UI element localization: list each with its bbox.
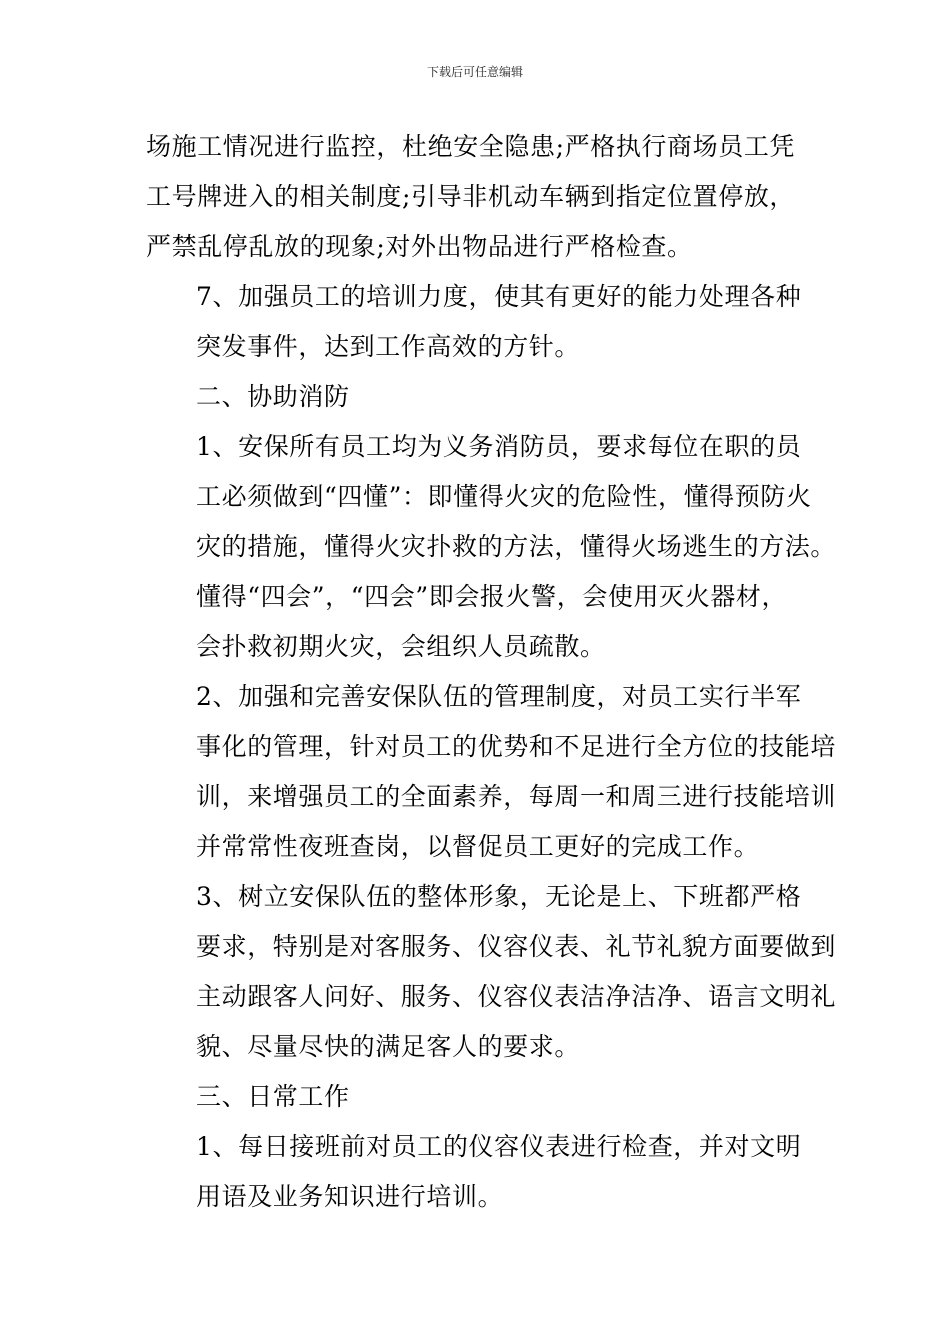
text-line: 工必须做到“四懂”：即懂得火灾的危险性，懂得预防火: [196, 482, 812, 511]
text-line: 貌、尽量尽快的满足客人的要求。: [196, 1032, 581, 1061]
text-line: 2、加强和完善安保队伍的管理制度，对员工实行半军: [196, 682, 802, 711]
paragraph: [146, 272, 806, 372]
text-line: 场施工情况进行监控，杜绝安全隐患;严格执行商场员工凭: [146, 132, 796, 161]
text-line: 灾的措施，懂得火灾扑救的方法，懂得火场逃生的方法。: [196, 532, 837, 561]
page-header: 下载后可任意编辑: [426, 65, 523, 79]
text-line: 事化的管理，针对员工的优势和不足进行全方位的技能培: [196, 732, 837, 761]
text-line: 要求，特别是对客服务、仪容仪表、礼节礼貌方面要做到: [196, 932, 837, 961]
text-line: 1、每日接班前对员工的仪容仪表进行检查，并对文明: [196, 1132, 802, 1161]
text-line: 用语及业务知识进行培训。: [196, 1182, 504, 1211]
paragraph: [146, 1122, 806, 1222]
paragraph: [146, 1072, 806, 1122]
paragraph: [146, 672, 837, 872]
paragraph: [146, 422, 837, 672]
text-line: 二、协助消防: [196, 382, 350, 411]
text-line: 懂得“四会”，“四会”即会报火警，会使用灭火器材，: [196, 582, 788, 611]
text-line: 7、加强员工的培训力度，使其有更好的能力处理各种: [196, 282, 802, 311]
text-line: 突发事件，达到工作高效的方针。: [196, 332, 581, 361]
text-line: 3、树立安保队伍的整体形象，无论是上、下班都严格: [196, 882, 802, 911]
paragraph: [146, 872, 837, 1072]
text-line: 并常常性夜班查岗，以督促员工更好的完成工作。: [196, 832, 760, 861]
text-line: 主动跟客人问好、服务、仪容仪表洁净洁净、语言文明礼: [196, 982, 837, 1011]
document-body: [146, 122, 837, 1222]
text-line: 严禁乱停乱放的现象;对外出物品进行严格检查。: [146, 232, 693, 261]
paragraph: [146, 372, 806, 422]
text-line: 1、安保所有员工均为义务消防员，要求每位在职的员: [196, 432, 802, 461]
text-line: 三、日常工作: [196, 1082, 350, 1111]
text-line: 训，来增强员工的全面素养，每周一和周三进行技能培训: [196, 782, 837, 811]
paragraph: [146, 122, 806, 272]
text-line: 会扑救初期火灾，会组织人员疏散。: [196, 632, 606, 661]
text-line: 工号牌进入的相关制度;引导非机动车辆到指定位置停放，: [146, 182, 796, 211]
